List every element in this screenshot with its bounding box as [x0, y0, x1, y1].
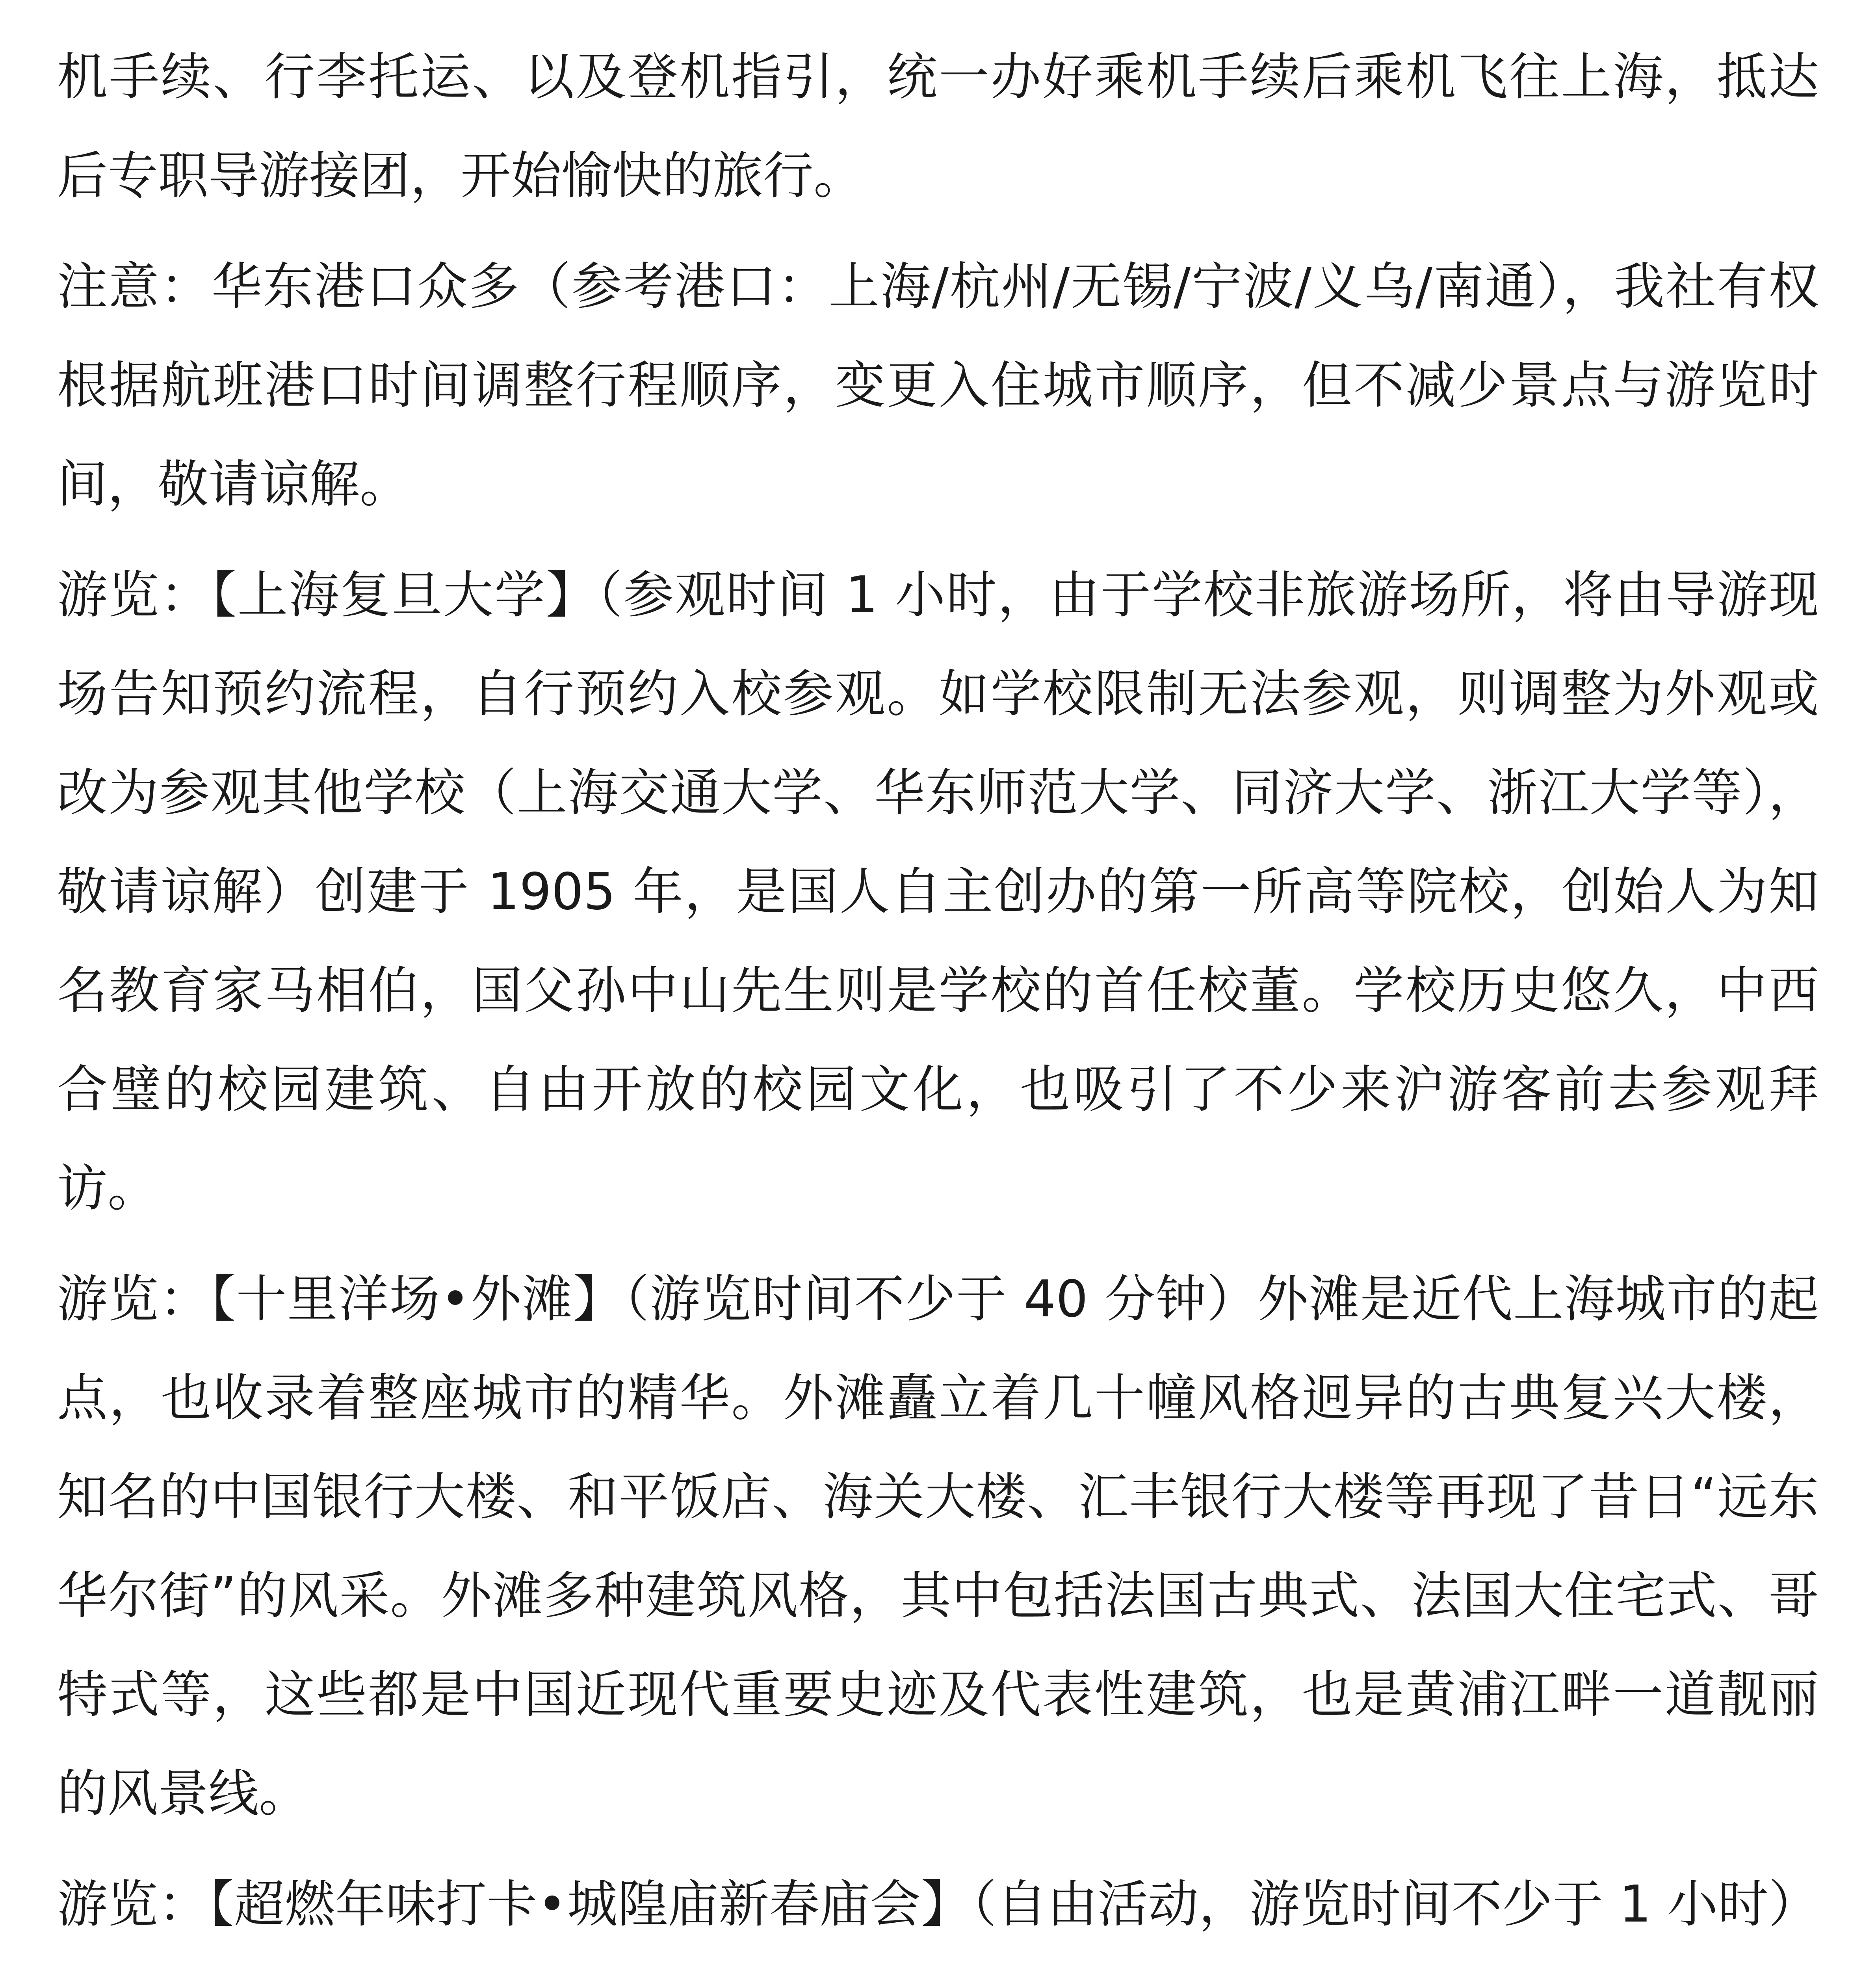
paragraph-fudan-university: 游览：【上海复旦大学】（参观时间 1 小时，由于学校非旅游场所，将由导游现场告知预约流程，自行预约入校参观。如学校限制无法参观，则调整为外观或改为参观其他学校（上海交通大学、华东师范大学、同济大学、浙江大学等），敬请谅解）创建于 1905 年，是国人自主创办的第一所高等院校，创始人为知名教育家马相伯，国父孙中山先生则是学校的首任校董。学校历史悠久，中西合璧的校园建筑、自由开放的校园文化，也吸引了不少来沪游客前去参观拜访。 [57, 566, 1819, 1218]
paragraph-checkin: 机手续、行李托运、以及登机指引，统一办好乘机手续后乘机飞往上海，抵达后专职导游接团，开始愉快的旅行。 [57, 48, 1819, 205]
paragraph-the-bund: 游览：【十里洋场•外滩】（游览时间不少于 40 分钟）外滩是近代上海城市的起点，也收录着整座城市的精华。外滩矗立着几十幢风格迥异的古典复兴大楼，知名的中国银行大楼、和平饭店、海关大楼、汇丰银行大楼等再现了昔日“远东华尔街”的风采。外滩多种建筑风格，其中包括法国古典式、法国大住宅式、哥特式等，这些都是中国近现代重要史迹及代表性建筑，也是黄浦江畔一道靓丽的风景线。 [57, 1270, 1819, 1823]
paragraph-city-god-temple: 游览：【超燃年味打卡•城隍庙新春庙会】（自由活动，游览时间不少于 1 小时） [57, 1875, 1819, 1934]
paragraph-notice: 注意：华东港口众多（参考港口：上海/杭州/无锡/宁波/义乌/南通），我社有权根据航班港口时间调整行程顺序，变更入住城市顺序，但不减少景点与游览时间，敬请谅解。 [57, 257, 1819, 514]
